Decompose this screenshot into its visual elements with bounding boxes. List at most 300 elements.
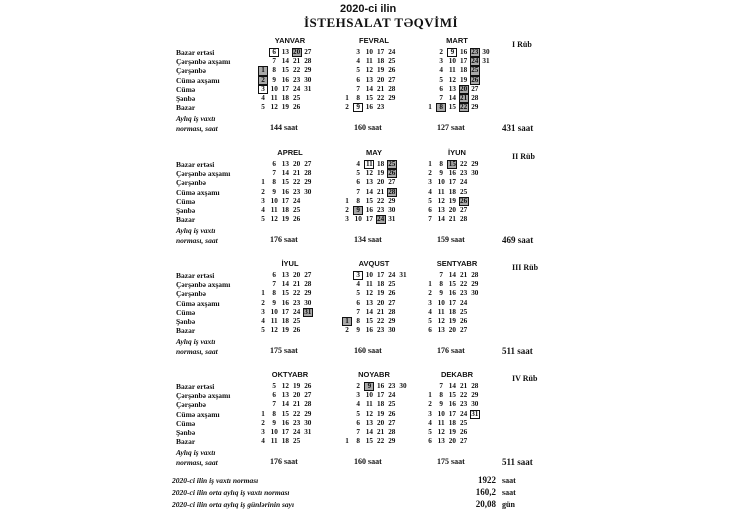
day-cell: 30 (388, 326, 396, 335)
day-cell: 14 (281, 57, 289, 66)
day-cell: 18 (377, 400, 385, 409)
day-cell: 12 (270, 215, 278, 224)
day-cell: 12 (437, 428, 445, 436)
month-name: MART (446, 36, 468, 45)
day-cell: 6 (272, 391, 276, 400)
day-cell: 18 (281, 317, 289, 325)
day-cell: 29 (304, 409, 312, 418)
day-cell: 17 (377, 48, 385, 56)
day-cell: 14 (448, 94, 456, 102)
day-cell: 20 (377, 75, 385, 84)
day-cell: 8 (272, 66, 276, 75)
day-cell: 24 (471, 57, 479, 66)
day-cell: 2 (428, 289, 432, 298)
day-label: Şənbə (176, 206, 196, 215)
day-cell: 25 (460, 187, 468, 196)
day-cell: 7 (356, 187, 360, 196)
day-cell: 21 (293, 57, 301, 66)
day-cell: 23 (460, 400, 468, 409)
day-cell: 6 (356, 75, 360, 84)
day-cell: 25 (293, 437, 301, 446)
day-cell: 11 (270, 437, 278, 446)
day-cell: 5 (428, 428, 432, 436)
day-label: Cümə (176, 418, 196, 428)
day-cell: 9 (272, 75, 276, 84)
day-cell: 2 (439, 48, 443, 56)
day-cell: 12 (270, 326, 278, 335)
day-cell: 25 (460, 418, 468, 427)
day-cell: 21 (460, 382, 468, 390)
day-cell: 28 (304, 280, 312, 289)
monthly-norm-label: norması, saat (176, 235, 218, 245)
avg-monthly-norm-label: 2020-ci ilin orta aylıq iş vaxtı norması (172, 488, 290, 497)
day-cell: 25 (471, 66, 479, 75)
day-cell: 24 (388, 391, 396, 400)
day-cell: 26 (460, 196, 468, 205)
day-cell: 20 (448, 206, 456, 214)
day-cell: 30 (304, 75, 312, 84)
day-cell: 17 (448, 178, 456, 187)
day-cell: 1 (345, 437, 349, 446)
day-cell: 24 (293, 84, 301, 93)
day-cell: 12 (437, 196, 445, 205)
day-cell: 30 (482, 48, 490, 56)
day-cell: 7 (356, 307, 360, 316)
day-cell: 5 (261, 103, 265, 112)
day-cell: 5 (356, 289, 360, 298)
day-cell: 19 (377, 409, 385, 418)
day-cell: 20 (293, 391, 301, 400)
day-cell: 5 (356, 169, 360, 178)
day-cell: 11 (270, 317, 278, 325)
day-cell: 5 (428, 196, 432, 205)
day-cell: 17 (281, 84, 289, 93)
day-cell: 18 (281, 206, 289, 214)
monthly-norm-label: Aylıq iş vaxtı (176, 114, 216, 124)
day-cell: 14 (437, 215, 445, 224)
day-cell: 14 (365, 307, 373, 316)
day-cell: 22 (293, 409, 301, 418)
day-cell: 21 (377, 187, 385, 196)
day-cell: 20 (293, 160, 301, 168)
day-cell: 27 (304, 391, 312, 400)
day-cell: 1 (261, 409, 265, 418)
annual-norm-unit: saat (502, 476, 516, 485)
avg-workdays-unit: gün (502, 500, 515, 509)
day-cell: 8 (356, 196, 360, 205)
day-cell: 8 (356, 437, 360, 446)
day-cell: 28 (460, 215, 468, 224)
day-cell: 13 (281, 271, 289, 279)
day-cell: 17 (448, 409, 456, 418)
day-cell: 14 (365, 84, 373, 93)
day-cell: 4 (428, 418, 432, 427)
day-cell: 16 (448, 400, 456, 409)
avg-workdays-value: 20,08 (475, 499, 496, 509)
page-title: İSTEHSALAT TƏQVİMİ (304, 15, 459, 30)
day-cell: 20 (448, 326, 456, 335)
day-cell: 20 (377, 178, 385, 187)
day-cell: 19 (377, 66, 385, 75)
day-cell: 30 (471, 169, 479, 178)
annual-norm-value: 1922 (478, 475, 496, 485)
day-cell: 5 (439, 75, 443, 84)
day-label: Bazar ertəsi (176, 271, 215, 280)
day-cell: 12 (365, 289, 373, 298)
day-cell: 15 (448, 280, 456, 289)
day-cell: 30 (471, 400, 479, 409)
day-cell: 8 (272, 409, 276, 418)
day-cell: 10 (437, 409, 445, 418)
day-cell: 25 (293, 317, 301, 325)
day-cell: 16 (281, 187, 289, 196)
day-cell: 15 (281, 178, 289, 187)
day-cell: 6 (272, 271, 276, 279)
day-cell: 5 (356, 66, 360, 75)
day-cell: 10 (270, 196, 278, 205)
day-cell: 29 (304, 289, 312, 298)
day-cell: 24 (293, 307, 301, 316)
day-cell: 15 (365, 317, 373, 325)
day-cell: 25 (388, 400, 396, 409)
day-cell: 30 (304, 418, 312, 427)
day-label: Çərşənbə axşamı (176, 57, 231, 67)
month-hours: 176 saat (270, 456, 298, 466)
day-cell: 31 (304, 84, 312, 93)
day-cell: 28 (471, 271, 479, 279)
quarter-label: II Rüb (512, 152, 535, 161)
day-cell: 8 (439, 391, 443, 400)
day-cell: 11 (437, 307, 445, 316)
day-cell: 18 (377, 280, 385, 289)
day-cell: 17 (365, 215, 373, 224)
day-cell: 19 (460, 75, 468, 84)
day-cell: 7 (272, 169, 276, 178)
day-cell: 10 (270, 84, 278, 93)
day-cell: 12 (365, 169, 373, 178)
month-name: MAY (366, 148, 382, 157)
day-cell: 1 (428, 391, 432, 400)
day-cell: 27 (460, 437, 468, 446)
day-label: Şənbə (176, 428, 196, 437)
day-cell: 16 (281, 418, 289, 427)
day-cell: 23 (388, 382, 396, 390)
month-hours: 134 saat (354, 234, 382, 244)
day-label: Cümə axşamı (176, 75, 220, 85)
day-cell: 16 (281, 75, 289, 84)
day-cell: 2 (428, 400, 432, 409)
day-cell: 22 (377, 317, 385, 325)
day-cell: 15 (365, 94, 373, 102)
day-cell: 17 (448, 298, 456, 307)
day-cell: 31 (482, 57, 490, 66)
day-cell: 17 (377, 271, 385, 279)
day-cell: 27 (304, 160, 312, 168)
day-cell: 21 (293, 400, 301, 409)
day-cell: 20 (293, 48, 301, 56)
day-cell: 14 (365, 428, 373, 436)
day-cell: 4 (261, 94, 265, 102)
day-cell: 26 (388, 169, 396, 178)
day-cell: 20 (460, 84, 468, 93)
day-cell: 31 (388, 215, 396, 224)
day-cell: 4 (428, 307, 432, 316)
day-cell: 8 (436, 103, 446, 112)
day-cell: 29 (471, 103, 479, 112)
day-label: Bazar ertəsi (176, 48, 215, 57)
day-cell: 19 (377, 169, 385, 178)
avg-workdays-label: 2020-ci ilin orta aylıq iş günlərinin sayı (172, 500, 295, 509)
day-label: Cümə (176, 307, 196, 317)
day-label: Cümə axşamı (176, 409, 220, 419)
day-cell: 13 (365, 418, 373, 427)
day-cell: 2 (356, 382, 360, 390)
avg-monthly-norm-unit: saat (502, 488, 516, 497)
day-cell: 10 (365, 48, 373, 56)
month-hours: 176 saat (437, 345, 465, 355)
day-cell: 21 (377, 84, 385, 93)
day-cell: 2 (261, 187, 265, 196)
monthly-norm-label: Aylıq iş vaxtı (176, 226, 216, 236)
day-cell: 27 (388, 298, 396, 307)
day-cell: 17 (460, 57, 468, 66)
day-cell: 22 (377, 437, 385, 446)
day-cell: 3 (353, 271, 363, 280)
day-cell: 7 (439, 382, 443, 390)
day-cell: 28 (304, 400, 312, 409)
day-cell: 2 (258, 76, 268, 85)
day-cell: 21 (460, 94, 468, 102)
day-cell: 9 (272, 298, 276, 307)
day-cell: 16 (448, 289, 456, 298)
day-cell: 8 (272, 289, 276, 298)
day-cell: 13 (365, 178, 373, 187)
monthly-norm-label: Aylıq iş vaxtı (176, 448, 216, 458)
day-cell: 4 (261, 437, 265, 446)
day-cell: 23 (293, 187, 301, 196)
day-cell: 18 (448, 418, 456, 427)
day-cell: 12 (281, 382, 289, 390)
monthly-norm-label: Aylıq iş vaxtı (176, 337, 216, 347)
day-cell: 1 (261, 178, 265, 187)
day-cell: 22 (293, 289, 301, 298)
day-cell: 25 (388, 160, 396, 168)
month-name: DEKABR (440, 370, 474, 379)
header-subtitle: 2020-ci ilin (340, 3, 397, 15)
day-cell: 18 (377, 57, 385, 66)
day-cell: 21 (293, 169, 301, 178)
month-hours: 127 saat (437, 122, 465, 132)
day-cell: 23 (377, 103, 385, 112)
day-label: Bazar ertəsi (176, 160, 215, 169)
day-cell: 28 (388, 307, 396, 316)
day-cell: 7 (428, 215, 432, 224)
month-hours: 176 saat (270, 234, 298, 244)
day-cell: 15 (448, 391, 456, 400)
day-cell: 2 (345, 326, 349, 335)
day-label: Çərşənbə (176, 289, 206, 299)
day-cell: 19 (281, 326, 289, 335)
day-cell: 10 (437, 298, 445, 307)
day-cell: 7 (356, 428, 360, 436)
day-cell: 17 (281, 307, 289, 316)
day-cell: 29 (304, 178, 312, 187)
day-cell: 27 (388, 418, 396, 427)
day-cell: 17 (281, 428, 289, 436)
day-cell: 15 (281, 409, 289, 418)
day-cell: 22 (377, 94, 385, 102)
day-cell: 13 (281, 391, 289, 400)
day-cell: 21 (448, 215, 456, 224)
day-cell: 13 (281, 160, 289, 168)
month-name: AVQUST (358, 259, 390, 268)
day-cell: 14 (448, 382, 456, 390)
month-name: OKTYABR (271, 370, 309, 379)
day-cell: 3 (261, 196, 265, 205)
day-cell: 18 (281, 437, 289, 446)
month-hours: 160 saat (354, 122, 382, 132)
day-cell: 22 (460, 103, 468, 112)
day-cell: 20 (448, 437, 456, 446)
day-cell: 5 (261, 326, 265, 335)
quarter-total-hours: 511 saat (502, 345, 533, 356)
month-hours: 175 saat (437, 456, 465, 466)
day-cell: 5 (356, 409, 360, 418)
day-cell: 18 (281, 94, 289, 102)
day-cell: 27 (388, 75, 396, 84)
day-cell: 3 (345, 215, 349, 224)
day-cell: 6 (356, 418, 360, 427)
day-cell: 11 (270, 94, 278, 102)
day-cell: 22 (377, 196, 385, 205)
day-cell: 26 (471, 75, 479, 84)
day-cell: 3 (428, 298, 432, 307)
day-cell: 7 (439, 94, 443, 102)
day-cell: 21 (293, 280, 301, 289)
day-cell: 7 (439, 271, 443, 279)
month-hours: 175 saat (270, 345, 298, 355)
day-label: Bazar ertəsi (176, 382, 215, 391)
day-cell: 26 (460, 428, 468, 436)
day-cell: 13 (365, 298, 373, 307)
day-cell: 30 (304, 298, 312, 307)
monthly-norm-label: norması, saat (176, 457, 218, 467)
day-cell: 27 (304, 48, 312, 56)
day-cell: 13 (365, 75, 373, 84)
day-cell: 21 (377, 428, 385, 436)
day-cell: 9 (447, 48, 457, 57)
day-cell: 31 (399, 271, 407, 279)
day-cell: 4 (356, 280, 360, 289)
day-cell: 1 (428, 160, 432, 168)
day-cell: 24 (293, 196, 301, 205)
day-cell: 14 (281, 169, 289, 178)
day-cell: 23 (460, 169, 468, 178)
day-cell: 26 (293, 326, 301, 335)
day-label: Çərşənbə (176, 400, 206, 410)
day-cell: 8 (439, 160, 443, 168)
day-cell: 11 (365, 400, 373, 409)
day-cell: 3 (258, 85, 268, 94)
day-cell: 12 (365, 409, 373, 418)
day-cell: 2 (428, 169, 432, 178)
day-cell: 6 (428, 206, 432, 214)
day-cell: 29 (388, 94, 396, 102)
month-name: APREL (277, 148, 303, 157)
day-cell: 4 (356, 57, 360, 66)
day-cell: 20 (377, 418, 385, 427)
day-cell: 24 (460, 298, 468, 307)
day-label: Çərşənbə (176, 178, 206, 188)
day-cell: 4 (428, 187, 432, 196)
day-cell: 20 (377, 298, 385, 307)
day-label: Bazar (176, 215, 196, 225)
day-label: Bazar (176, 437, 196, 447)
day-cell: 5 (428, 317, 432, 325)
day-cell: 3 (261, 307, 265, 316)
day-cell: 26 (293, 215, 301, 224)
day-cell: 9 (272, 418, 276, 427)
day-cell: 23 (460, 289, 468, 298)
day-cell: 24 (377, 215, 385, 224)
day-cell: 30 (471, 289, 479, 298)
day-cell: 2 (261, 298, 265, 307)
day-cell: 22 (293, 178, 301, 187)
day-cell: 21 (460, 271, 468, 279)
day-cell: 1 (428, 280, 432, 289)
day-label: Şənbə (176, 317, 196, 326)
day-cell: 11 (365, 280, 373, 289)
day-cell: 9 (439, 169, 443, 178)
day-cell: 20 (293, 271, 301, 279)
day-cell: 24 (388, 271, 396, 279)
day-cell: 10 (270, 428, 278, 436)
day-cell: 7 (356, 84, 360, 93)
day-cell: 29 (471, 280, 479, 289)
day-cell: 22 (460, 391, 468, 400)
day-cell: 19 (448, 428, 456, 436)
monthly-norm-label: norması, saat (176, 346, 218, 356)
day-cell: 28 (304, 169, 312, 178)
day-cell: 3 (356, 391, 360, 400)
day-cell: 12 (448, 75, 456, 84)
day-cell: 28 (304, 57, 312, 66)
day-cell: 23 (377, 326, 385, 335)
day-cell: 16 (448, 169, 456, 178)
day-cell: 28 (388, 187, 396, 196)
day-cell: 14 (281, 280, 289, 289)
day-cell: 13 (437, 326, 445, 335)
day-cell: 23 (471, 48, 479, 56)
day-cell: 3 (439, 57, 443, 66)
day-cell: 28 (388, 428, 396, 436)
day-cell: 14 (448, 271, 456, 279)
avg-monthly-norm-value: 160,2 (475, 487, 496, 497)
day-cell: 26 (460, 317, 468, 325)
quarter-total-hours: 431 saat (502, 122, 534, 133)
day-cell: 10 (270, 307, 278, 316)
quarter-label: III Rüb (512, 263, 539, 272)
day-cell: 18 (377, 160, 385, 168)
day-cell: 6 (428, 326, 432, 335)
day-cell: 1 (345, 196, 349, 205)
day-label: Cümə (176, 196, 196, 206)
day-cell: 22 (460, 280, 468, 289)
day-cell: 16 (365, 326, 373, 335)
day-cell: 13 (448, 84, 456, 93)
day-cell: 19 (448, 196, 456, 205)
day-cell: 12 (365, 66, 373, 75)
